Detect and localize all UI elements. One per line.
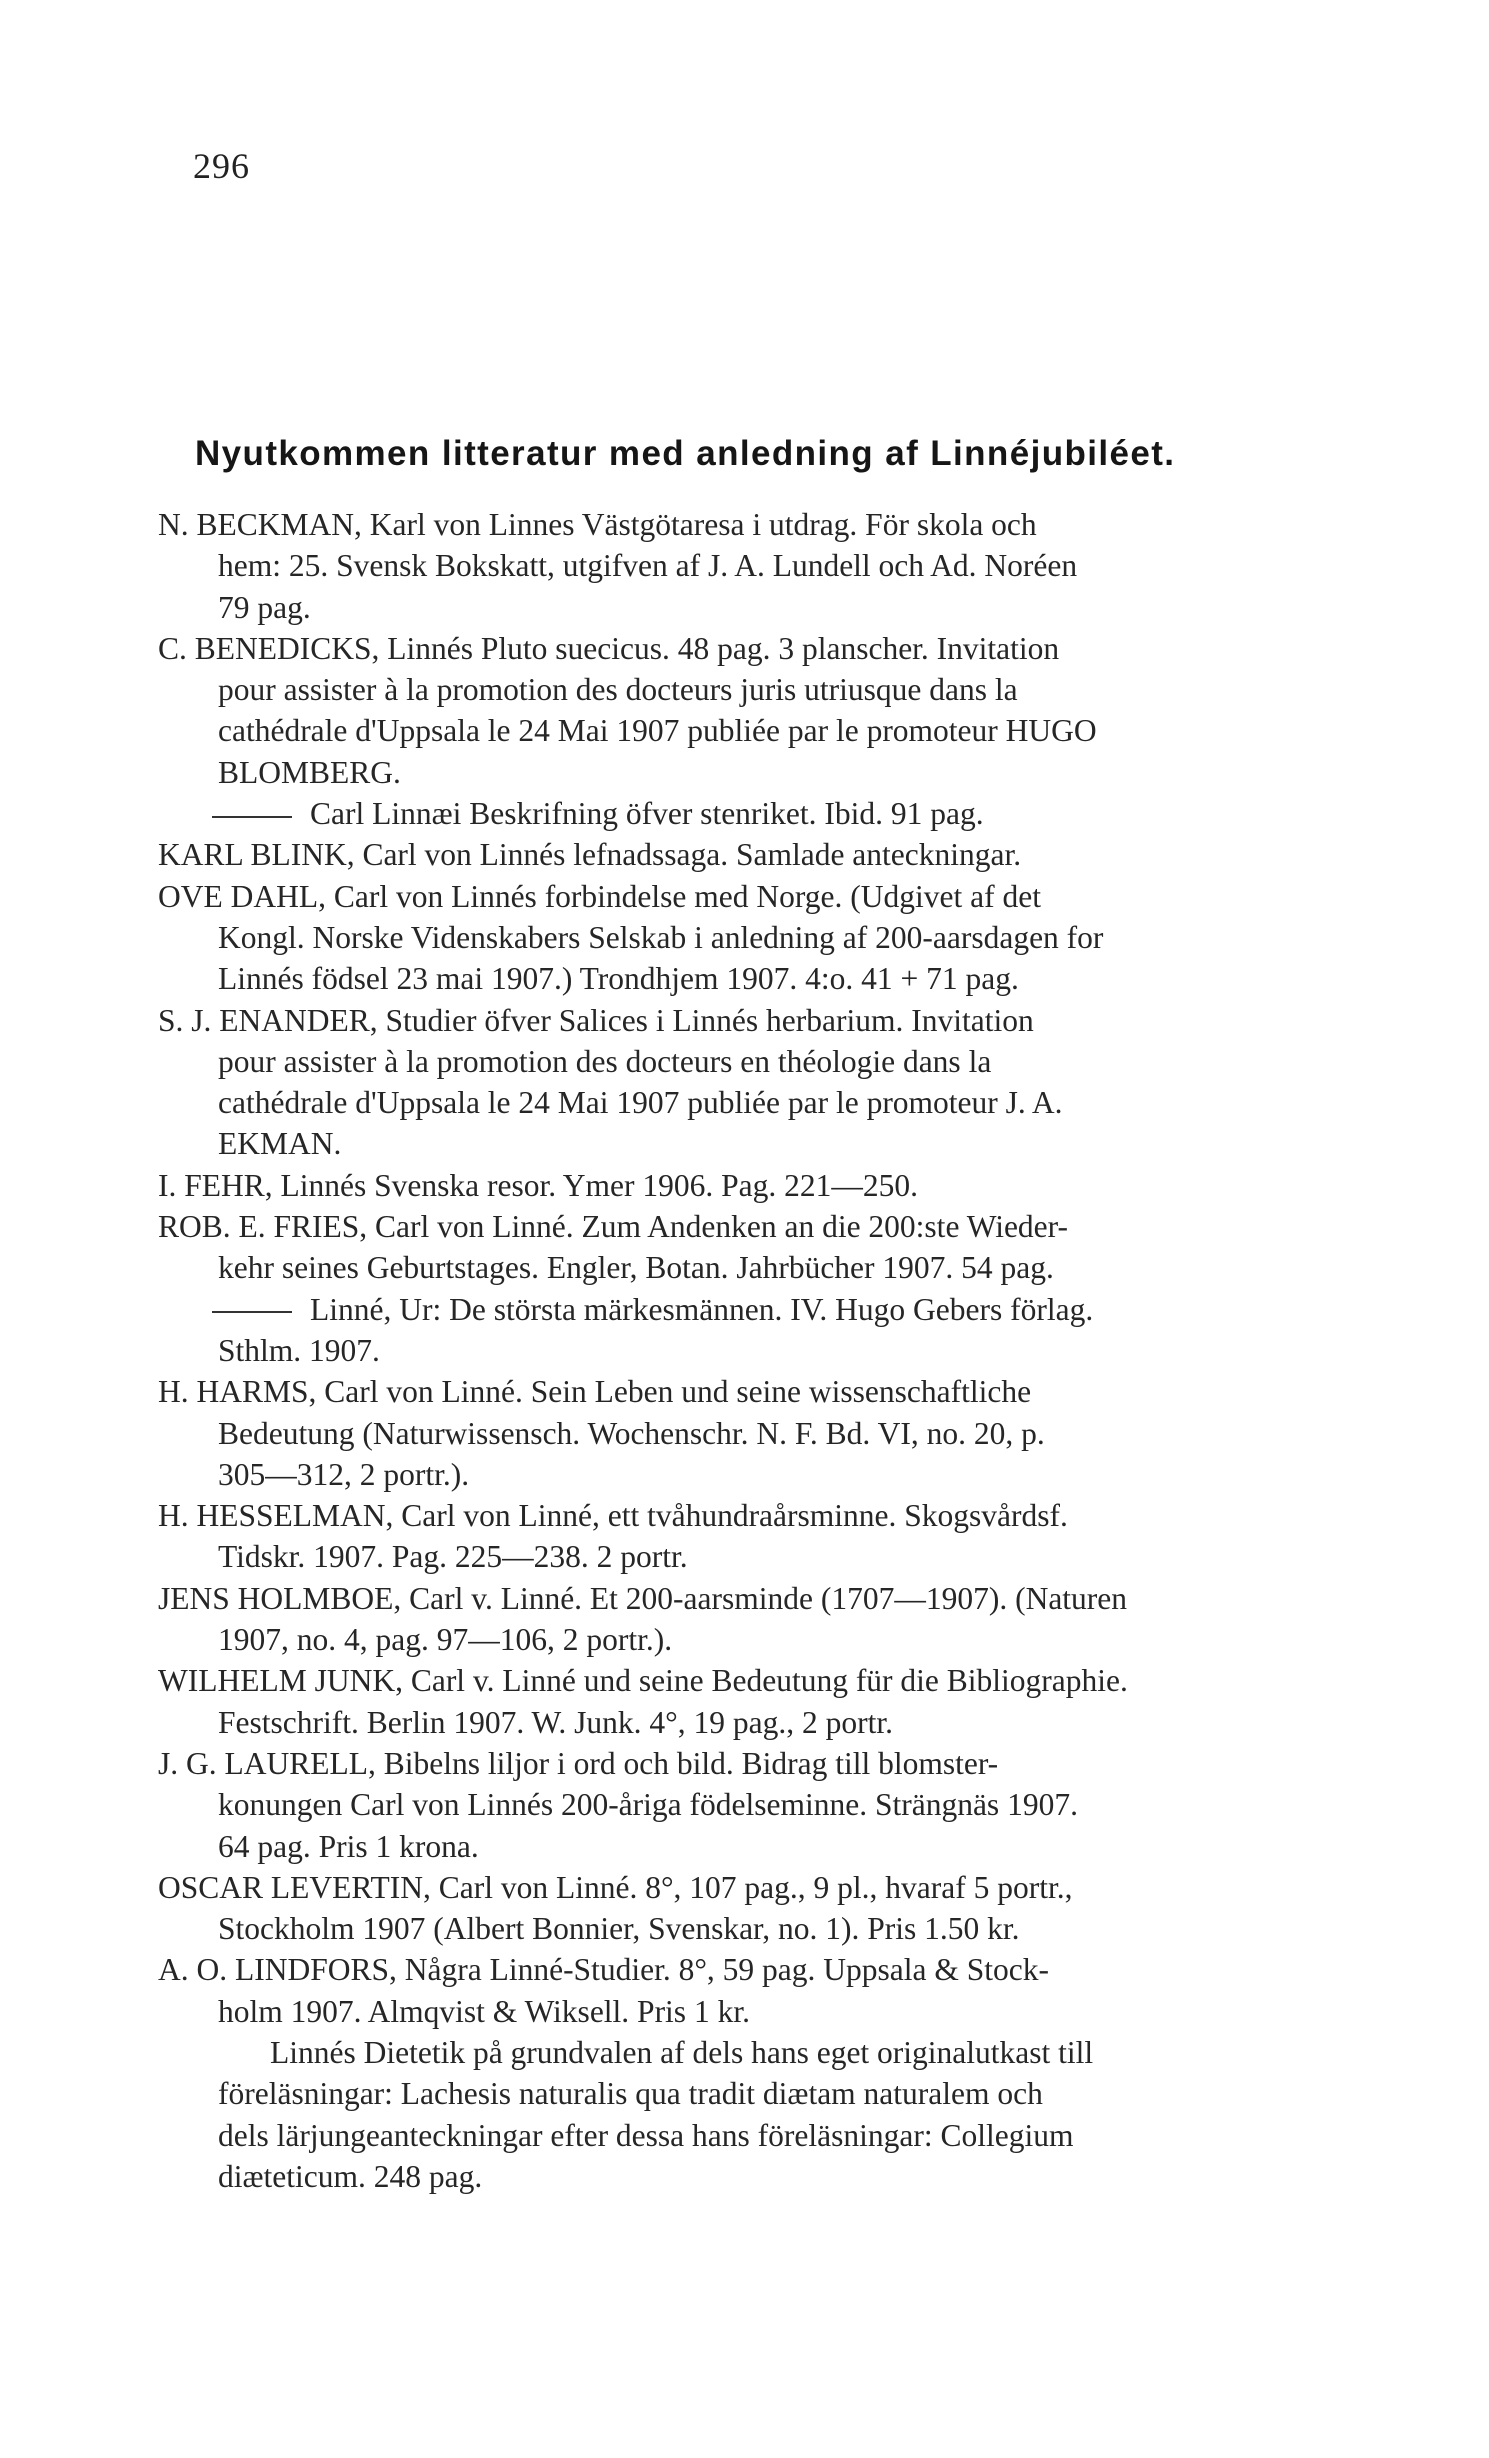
page-number: 296 (193, 146, 250, 186)
entry-line: KARL BLINK, Carl von Linnés lefnadssaga. Samlade anteckningar. (158, 837, 1022, 873)
entry-line: JENS HOLMBOE, Carl v. Linné. Et 200-aarsminde (1707—1907). (Naturen (158, 1580, 1128, 1616)
bibliography-entry (158, 876, 1420, 1000)
entry-line: 64 pag. Pris 1 krona. (218, 1828, 479, 1864)
entry-line-row (158, 876, 1420, 917)
bibliography-entry (158, 1206, 1420, 1289)
bibliography-entry (158, 1578, 1420, 1661)
entry-line-row (158, 1206, 1420, 1247)
entry-line-row (158, 545, 1420, 586)
entry-line-row (158, 2156, 1420, 2197)
entry-line-row (158, 1247, 1420, 1288)
entry-line: Carl Linnæi Beskrifning öfver stenriket. Ibid. 91 pag. (310, 796, 984, 832)
bibliography-entry (158, 834, 1420, 875)
entry-line: Stockholm 1907 (Albert Bonnier, Svenskar, no. 1). Pris 1.50 kr. (218, 1911, 1020, 1947)
entry-line: konungen Carl von Linnés 200-åriga födelseminne. Strängnäs 1907. (218, 1787, 1078, 1823)
entry-line: föreläsningar: Lachesis naturalis qua tradit diætam naturalem och (218, 2076, 1043, 2112)
entry-line-row (158, 1041, 1420, 1082)
entry-line: OSCAR LEVERTIN, Carl von Linné. 8°, 107 pag., 9 pl., hvaraf 5 portr., (158, 1869, 1073, 1905)
entry-line-row (158, 1000, 1420, 1041)
ditto-dash (212, 816, 292, 818)
entry-line: cathédrale d'Uppsala le 24 Mai 1907 publiée par le promoteur HUGO (218, 713, 1097, 749)
entry-line-row (158, 1413, 1420, 1454)
entry-line-row (158, 752, 1420, 793)
entry-line: Linnés Dietetik på grundvalen af dels hans eget originalutkast till (270, 2034, 1094, 2070)
entry-line-row (158, 1371, 1420, 1412)
entry-line: J. G. LAURELL, Bibelns liljor i ord och bild. Bidrag till blomster- (158, 1745, 999, 1781)
entry-line-row (158, 1619, 1420, 1660)
entry-line-row (158, 1660, 1420, 1701)
entry-line: N. BECKMAN, Karl von Linnes Västgötaresa i utdrag. För skola och (158, 507, 1037, 542)
entry-line: Festschrift. Berlin 1907. W. Junk. 4°, 19 pag., 2 portr. (218, 1704, 893, 1740)
entry-line-row (158, 1826, 1420, 1867)
bibliography-entry (158, 1289, 1420, 1372)
entry-line: Bedeutung (Naturwissensch. Wochenschr. N. F. Bd. VI, no. 20, p. (218, 1415, 1045, 1451)
bibliography-entry (158, 1743, 1420, 1867)
entry-line-row (158, 1536, 1420, 1577)
entry-line: diæteticum. 248 pag. (218, 2158, 483, 2194)
entry-line: S. J. ENANDER, Studier öfver Salices i Linnés herbarium. Invitation (158, 1002, 1034, 1038)
entry-line-row (158, 1702, 1420, 1743)
entry-line-row (158, 1867, 1420, 1908)
entry-line-row (158, 1743, 1420, 1784)
entry-line: dels lärjungeanteckningar efter dessa hans föreläsningar: Collegium (218, 2117, 1074, 2153)
entry-line-row (158, 1949, 1420, 1990)
bibliography-entry (158, 1495, 1420, 1578)
entry-line: H. HESSELMAN, Carl von Linné, ett tvåhundraårsminne. Skogsvårdsf. (158, 1498, 1068, 1534)
entry-line: OVE DAHL, Carl von Linnés forbindelse med Norge. (Udgivet af det (158, 878, 1041, 914)
entry-line-row (158, 2032, 1420, 2073)
bibliography-entry (158, 1660, 1420, 1743)
entry-line: 79 pag. (218, 589, 311, 625)
bibliography-entry (158, 1949, 1420, 2032)
entry-line: Sthlm. 1907. (218, 1332, 380, 1368)
entry-line-row (158, 1123, 1420, 1164)
entry-line-row (158, 587, 1420, 628)
entry-line-row (158, 504, 1420, 545)
entry-line-row (158, 1991, 1420, 2032)
entry-line-row (158, 628, 1420, 669)
entry-line-row (158, 1578, 1420, 1619)
entry-line: 1907, no. 4, pag. 97—106, 2 portr.). (218, 1622, 673, 1658)
entry-line-row (158, 1165, 1420, 1206)
entry-line: Linnés födsel 23 mai 1907.) Trondhjem 1907. 4:o. 41 + 71 pag. (218, 961, 1019, 997)
entry-line: ROB. E. FRIES, Carl von Linné. Zum Andenken an die 200:ste Wieder- (158, 1209, 1069, 1245)
entry-line-row (158, 834, 1420, 875)
entry-line: kehr seines Geburtstages. Engler, Botan. Jahrbücher 1907. 54 pag. (218, 1250, 1054, 1286)
bibliography-list (158, 504, 1420, 2197)
entry-line: BLOMBERG. (218, 754, 401, 790)
entry-line: hem: 25. Svensk Bokskatt, utgifven af J. A. Lundell och Ad. Noréen (218, 548, 1078, 584)
entry-line-row (158, 710, 1420, 751)
entry-line: EKMAN. (218, 1126, 342, 1162)
entry-line-row (158, 1495, 1420, 1536)
entry-line: H. HARMS, Carl von Linné. Sein Leben und seine wissenschaftliche (158, 1374, 1032, 1410)
entry-line-row (158, 1454, 1420, 1495)
entry-line: C. BENEDICKS, Linnés Pluto suecicus. 48 pag. 3 planscher. Invitation (158, 630, 1060, 666)
bibliography-entry (158, 1371, 1420, 1495)
entry-line-row (158, 1784, 1420, 1825)
entry-line: cathédrale d'Uppsala le 24 Mai 1907 publiée par le promoteur J. A. (218, 1085, 1063, 1121)
entry-line: WILHELM JUNK, Carl v. Linné und seine Bedeutung für die Bibliographie. (158, 1663, 1128, 1699)
entry-line-row (158, 1330, 1420, 1371)
bibliography-entry (158, 1000, 1420, 1165)
section-heading: Nyutkommen litteratur med anledning af Linnéjubiléet. (195, 434, 1176, 473)
bibliography-entry (158, 1165, 1420, 1206)
entry-line-row (158, 958, 1420, 999)
entry-line-row (158, 793, 1420, 834)
entry-line: pour assister à la promotion des docteurs juris utriusque dans la (218, 672, 1018, 708)
entry-line: Tidskr. 1907. Pag. 225—238. 2 portr. (218, 1539, 688, 1575)
bibliography-entry (158, 2032, 1420, 2197)
bibliography-entry (158, 504, 1420, 628)
entry-line: I. FEHR, Linnés Svenska resor. Ymer 1906. Pag. 221—250. (158, 1167, 919, 1203)
entry-line: 305—312, 2 portr.). (218, 1456, 470, 1492)
bibliography-entry (158, 1867, 1420, 1950)
entry-line-row (158, 2115, 1420, 2156)
bibliography-entry (158, 793, 1420, 834)
entry-line: A. O. LINDFORS, Några Linné-Studier. 8°, 59 pag. Uppsala & Stock- (158, 1952, 1049, 1988)
entry-line: Kongl. Norske Videnskabers Selskab i anledning af 200-aarsdagen for (218, 919, 1104, 955)
entry-line-row (158, 1289, 1420, 1330)
entry-line-row (158, 669, 1420, 710)
entry-line-row (158, 917, 1420, 958)
entry-line-row (158, 1908, 1420, 1949)
entry-line: Linné, Ur: De största märkesmännen. IV. Hugo Gebers förlag. (310, 1291, 1094, 1327)
entry-line-row (158, 1082, 1420, 1123)
entry-line-row (158, 2073, 1420, 2114)
entry-line: pour assister à la promotion des docteurs en théologie dans la (218, 1043, 992, 1079)
ditto-dash (212, 1311, 292, 1313)
entry-line: holm 1907. Almqvist & Wiksell. Pris 1 kr. (218, 1993, 750, 2029)
bibliography-entry (158, 628, 1420, 793)
